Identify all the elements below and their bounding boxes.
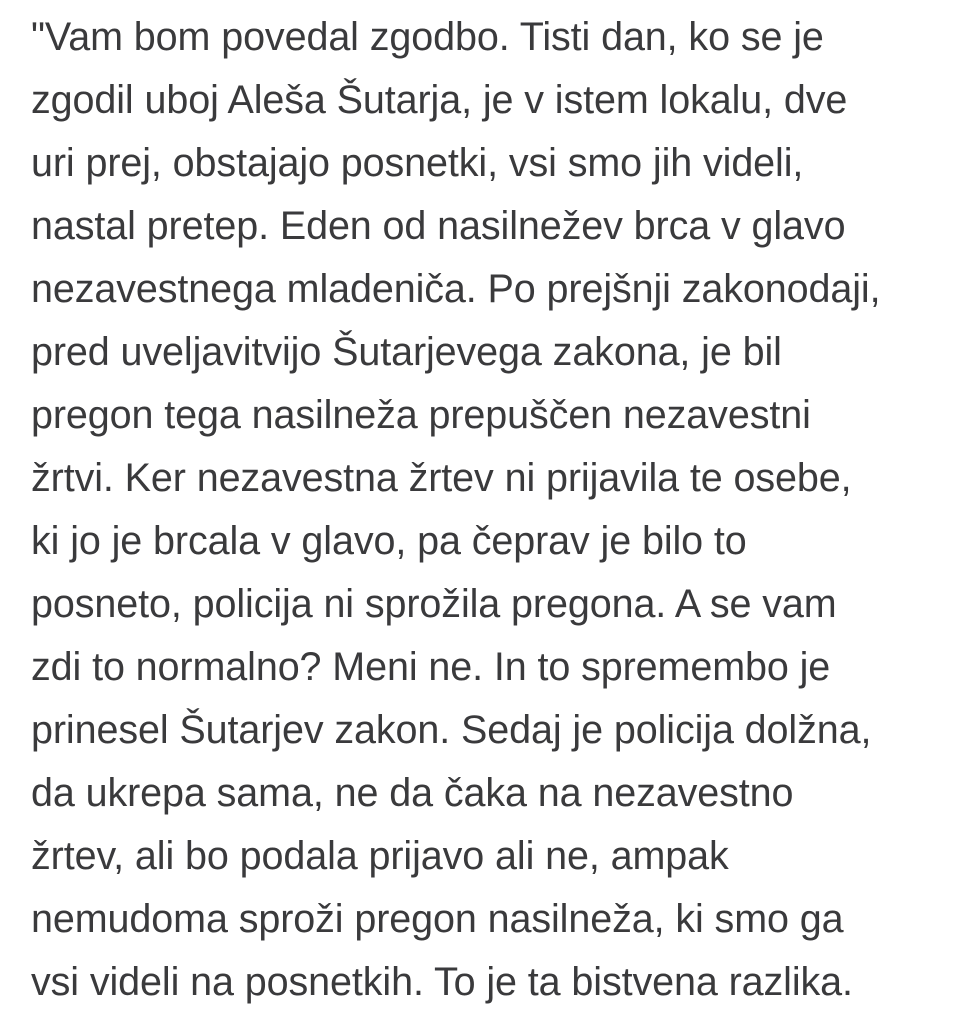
quote-line-13: da ukrepa sama, ne da čaka na nezavestno <box>31 771 794 815</box>
quote-line-10: posneto, policija ni sprožila pregona. A se vam <box>31 582 837 626</box>
quote-line-5: nezavestnega mladeniča. Po prejšnji zakonodaji, <box>31 267 881 311</box>
quote-line-9: ki jo je brcala v glavo, pa čeprav je bilo to <box>31 519 747 563</box>
quote-line-14: žrtev, ali bo podala prijavo ali ne, ampak <box>31 834 729 878</box>
quote-line-3: uri prej, obstajajo posnetki, vsi smo jih videli, <box>31 141 804 185</box>
quote-line-6: pred uveljavitvijo Šutarjevega zakona, je bil <box>31 330 782 374</box>
quote-line-8: žrtvi. Ker nezavestna žrtev ni prijavila te osebe, <box>31 456 852 500</box>
quote-line-1: "Vam bom povedal zgodbo. Tisti dan, ko se je <box>31 15 824 59</box>
quote-line-7: pregon tega nasilneža prepuščen nezavestni <box>31 393 811 437</box>
quote-line-4: nastal pretep. Eden od nasilnežev brca v glavo <box>31 204 846 248</box>
quote-line-2: zgodil uboj Aleša Šutarja, je v istem lokalu, dve <box>31 78 848 122</box>
quote-text <box>31 6 961 1014</box>
quote-line-12: prinesel Šutarjev zakon. Sedaj je policija dolžna, <box>31 708 872 752</box>
quote-line-15: nemudoma sproži pregon nasilneža, ki smo ga <box>31 897 844 941</box>
quote-line-16: vsi videli na posnetkih. To je ta bistvena razlika. <box>31 960 853 1004</box>
quote-line-11: zdi to normalno? Meni ne. In to spremembo je <box>31 645 831 689</box>
